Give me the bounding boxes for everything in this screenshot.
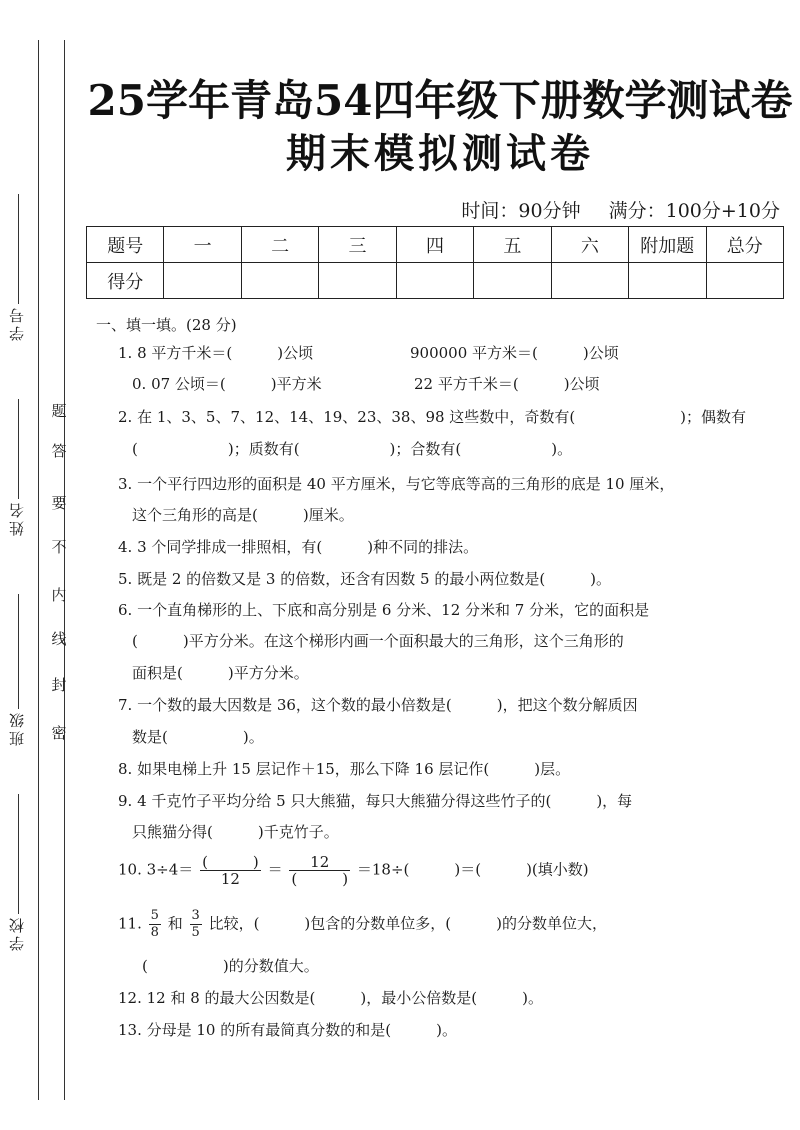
page-subtitle: 期末模拟测试卷: [286, 130, 594, 177]
binding-line-left: [38, 40, 39, 1100]
score-table-header: 总分: [706, 227, 784, 263]
seal-char: 答: [51, 442, 67, 460]
question-line: 8. 如果电梯上升 15 层记作＋15，那么下降 16 层记作( )层。: [118, 760, 571, 778]
score-table-header-row: [87, 227, 784, 263]
question-line: 3. 一个平行四边形的面积是 40 平方厘米，与它等底等高的三角形的底是 10 厘米，: [118, 475, 675, 493]
q10-frac1-numerator: ( ): [202, 853, 259, 871]
question-line: 9. 4 千克竹子平均分给 5 只大熊猫，每只大熊猫分得这些竹子的( )，每: [118, 792, 633, 810]
question-10: [118, 854, 589, 887]
question-line: 2. 在 1、3、5、7、12、14、19、23、38、98 这些数中，奇数有( )；偶数有: [118, 408, 747, 426]
question-line: 1. 8 平方千米＝( )公顷: [118, 344, 314, 362]
q11-prefix: 11.: [118, 914, 142, 933]
score-table-header: 四: [396, 227, 473, 263]
seal-char: 封: [51, 676, 67, 694]
field-school-line: [6, 790, 30, 914]
question-line: 面积是( )平方分米。: [132, 664, 309, 682]
q10-equals: ＝: [267, 860, 283, 879]
score-table-header: 附加题: [629, 227, 706, 263]
field-student-id-line: [6, 190, 30, 304]
q10-frac2-numerator: 12: [289, 854, 350, 871]
q10-frac2-denominator: ( ): [291, 870, 349, 888]
question-line: 这个三角形的高是( )厘米。: [132, 506, 354, 524]
seal-char: 要: [51, 494, 67, 512]
seal-char: 线: [51, 630, 67, 648]
score-cell[interactable]: [551, 263, 628, 299]
question-line: ( )的分数值大。: [142, 957, 319, 975]
q10-fraction-1: [200, 854, 261, 887]
time-label: 时间：90分钟: [461, 200, 581, 222]
question-line: 5. 既是 2 的倍数又是 3 的倍数，还含有因数 5 的最小两位数是( )。: [118, 570, 612, 588]
field-class-line: [6, 590, 30, 709]
question-line: 4. 3 个同学排成一排照相，有( )种不同的排法。: [118, 538, 479, 556]
question-line: 6. 一个直角梯形的上、下底和高分别是 6 分米、12 分米和 7 分米，它的面积是: [118, 601, 650, 619]
field-student-id: 学号: [8, 305, 26, 341]
score-cell[interactable]: [164, 263, 241, 299]
q11-fraction-a: [149, 908, 161, 941]
score-cell[interactable]: [241, 263, 318, 299]
binding-margin: [0, 0, 80, 1130]
question-line: ( )平方分米。在这个梯形内画一个面积最大的三角形，这个三角形的: [132, 632, 624, 650]
q11-b-numerator: 3: [191, 908, 200, 923]
question-line: 数是( )。: [132, 728, 264, 746]
exam-meta: [439, 196, 780, 223]
score-table: [86, 226, 784, 299]
field-name-line: [6, 395, 30, 499]
score-table-header: 题号: [87, 227, 164, 263]
score-row-label: 得分: [87, 263, 164, 299]
seal-char: 不: [51, 538, 67, 556]
q11-a-numerator: 5: [150, 908, 159, 923]
question-line: 13. 分母是 10 的所有最简真分数的和是( )。: [118, 1021, 457, 1039]
seal-char: 内: [51, 586, 67, 604]
score-table-header: 一: [164, 227, 241, 263]
score-cell[interactable]: [319, 263, 396, 299]
question-line: ( )；质数有( )；合数有( )。: [132, 440, 573, 458]
field-school: 学校: [8, 915, 26, 951]
score-cell[interactable]: [474, 263, 551, 299]
section-title: 一、填一填。(28 分): [96, 316, 237, 334]
q11-a-denominator: 8: [150, 925, 159, 940]
score-table-header: 三: [319, 227, 396, 263]
score-cell[interactable]: [396, 263, 473, 299]
seal-char: 密: [51, 724, 67, 742]
question-11: [118, 908, 607, 941]
q10-prefix: 10. 3÷4＝: [118, 860, 194, 879]
score-table-header: 二: [241, 227, 318, 263]
binding-line-right: [64, 40, 65, 1100]
score-table-score-row: [87, 263, 784, 299]
score-table-header: 六: [551, 227, 628, 263]
question-line: 12. 12 和 8 的最大公因数是( )，最小公倍数是( )。: [118, 989, 543, 1007]
question-line: 22 平方千米＝( )公顷: [414, 375, 600, 393]
field-name: 姓名: [8, 500, 26, 536]
question-line: 900000 平方米＝( )公顷: [410, 344, 619, 362]
seal-char: 题: [51, 402, 67, 420]
score-label: 满分：100分+10分: [608, 200, 780, 222]
score-cell[interactable]: [706, 263, 784, 299]
q10-suffix: ＝18÷( )＝( )(填小数): [356, 860, 589, 879]
score-table-header: 五: [474, 227, 551, 263]
page-title: 25学年青岛54四年级下册数学测试卷: [87, 76, 793, 125]
question-line: 7. 一个数的最大因数是 36，这个数的最小倍数是( )，把这个数分解质因: [118, 696, 638, 714]
q11-and: 和: [167, 914, 183, 933]
question-line: 只熊猫分得( )千克竹子。: [132, 823, 339, 841]
question-line: 0. 07 公顷＝( )平方米: [132, 375, 322, 393]
q10-fraction-2: [289, 854, 350, 887]
q11-suffix: 比较，( )包含的分数单位多，( )的分数单位大，: [208, 914, 607, 933]
q11-fraction-b: [190, 908, 202, 941]
score-cell[interactable]: [629, 263, 706, 299]
q11-b-denominator: 5: [191, 925, 200, 940]
field-class: 班级: [8, 710, 26, 746]
q10-frac1-denominator: 12: [220, 870, 240, 888]
